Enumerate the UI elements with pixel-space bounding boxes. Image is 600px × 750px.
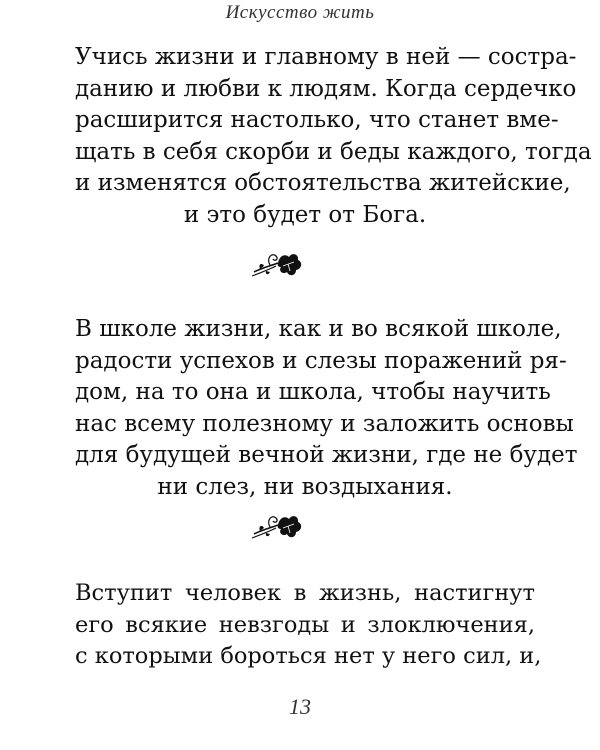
- text-line: В школе жизни, как и во всякой школе,: [75, 316, 562, 342]
- text-line: Учись жизни и главному в ней — состра-: [75, 44, 577, 70]
- text-line: с которыми бороться нет у него сил, и,: [75, 643, 542, 669]
- vine-leaf-ornament-icon: [248, 508, 304, 542]
- text-line: для будущей вечной жизни, где не будет: [75, 442, 578, 468]
- text-line: и это будет от Бога.: [183, 201, 427, 228]
- text-line: расширится настолько, что станет вме-: [75, 107, 559, 133]
- text-line: ни слез, ни воздыхания.: [157, 473, 453, 500]
- page-number: 13: [289, 694, 311, 719]
- paragraph-2: [75, 314, 578, 503]
- vine-leaf-ornament-icon: [248, 246, 304, 280]
- paragraph-3: [75, 578, 542, 673]
- text-line: радости успехов и слезы поражений ря-: [75, 347, 567, 374]
- running-head: Искусство жить: [225, 2, 375, 23]
- text-line: дом, на то она и школа, чтобы научить: [75, 379, 551, 405]
- text-line: нас всему полезному и заложить основы: [75, 410, 574, 437]
- paragraph-1: [75, 42, 592, 231]
- vine-leaf-ornament-icon: [248, 508, 304, 542]
- text-line: данию и любви к людям. Когда сердечко: [75, 75, 577, 102]
- text-line: и изменятся обстоятельства житейские,: [75, 170, 571, 196]
- text-line: Вступит человек в жизнь, настигнут: [75, 580, 535, 606]
- vine-leaf-ornament-icon: [248, 246, 304, 280]
- text-line: щать в себя скорби и беды каждого, тогда: [75, 138, 592, 165]
- text-line: его всякие невзгоды и злоключения,: [75, 611, 535, 638]
